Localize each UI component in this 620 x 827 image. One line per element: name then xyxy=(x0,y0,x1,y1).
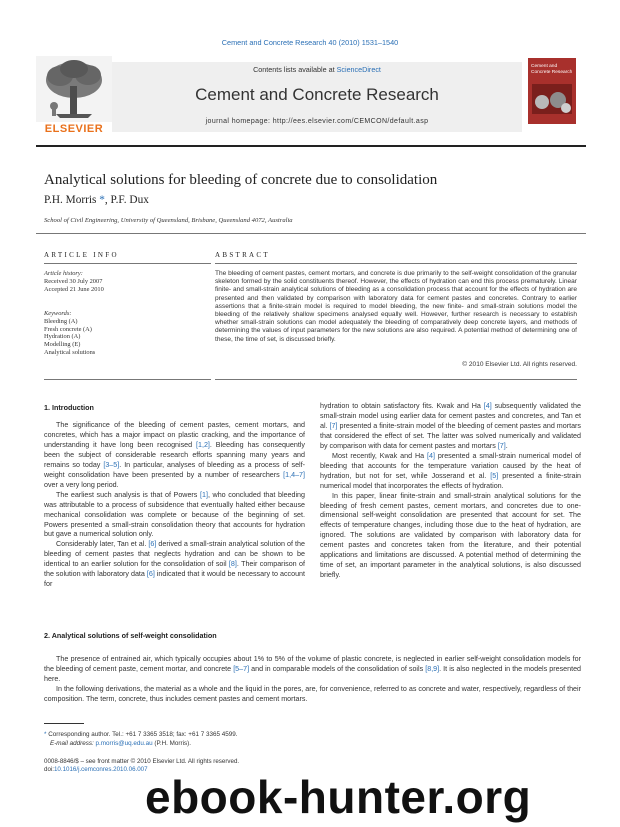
footnote-rule xyxy=(44,723,84,724)
footnote-mark: * xyxy=(44,731,47,738)
author-1: P.H. Morris xyxy=(44,194,100,206)
abstract-text: The bleeding of cement pastes, cement mortars, and concrete is due primarily to the self-weight consolidation of the granular skeleton formed by the solid constituents thereof. However, the effects of hydration can end this process prematurely. Linear finite- and small-strain analytical solutions of bleeding as a consolidation process that account for the effects of hydration are presented and then validated by comparison with laboratory data for cement pastes and concretes. Contrary to earlier assertions that a finite-strain model is required to model bleeding, the new finite- and small-strain solutions model the bleeding of the relatively shallow specimens analysed equally well. However, further research is necessary to establish whether small-strain solutions can model adequately the bleeding of comparatively deep concrete layers, and methods of determining the values of input parameters for the new solutions are also required. A potential method of determining one of these, the time of set, is discussed briefly. xyxy=(215,270,577,343)
paragraph xyxy=(44,540,305,590)
doi-label: doi: xyxy=(44,766,54,774)
text-run: subsequently validated the small-strain model using earlier data for cement pastes and concretes, and Tan et al. xyxy=(320,402,581,430)
divider xyxy=(215,379,577,380)
publisher-logo xyxy=(36,56,112,138)
text-run: . Their comparison of the solution with laboratory data xyxy=(44,560,305,579)
citation-link[interactable]: [5–7] xyxy=(233,664,250,673)
citation-link[interactable]: [1,2] xyxy=(196,440,210,449)
text-run: The presence of entrained air, which typically occupies about 1% to 5% of the volume of plastic concrete, is neglected in earlier self-weight consolidation models for the bleeding of cement paste, cement mortar, and concrete xyxy=(44,655,581,673)
corresponding-author-note xyxy=(44,731,238,740)
text-run: and in comparable models of the consolidation of soils xyxy=(249,664,426,673)
keywords-label: Keywords: xyxy=(44,310,72,317)
citation-link[interactable]: [7] xyxy=(329,421,338,430)
section-2-body xyxy=(44,655,581,705)
body-column-right xyxy=(320,402,581,581)
doi-link[interactable]: 10.1016/j.cemconres.2010.06.007 xyxy=(53,766,148,774)
author-2: , P.F. Dux xyxy=(104,194,149,206)
citation-link[interactable]: [7] xyxy=(497,441,506,450)
received-date: Received 30 July 2007 xyxy=(44,277,103,285)
footnote xyxy=(44,731,238,748)
journal-title: Cement and Concrete Research xyxy=(195,85,439,104)
contents-prefix: Contents lists available at xyxy=(253,65,337,74)
paragraph xyxy=(44,491,305,541)
paragraph xyxy=(320,452,581,492)
history-label: Article history: xyxy=(44,270,83,277)
citation-link[interactable]: [6] xyxy=(146,570,155,579)
issn-line: 0008-8846/$ – see front matter © 2010 Elsevier Ltd. All rights reserved. xyxy=(44,758,240,765)
text-run: Most recently, Kwak and Ha xyxy=(332,451,427,460)
text-run: . In particular, analyses of bleeding as a process of self-weight consolidation have been presented by a number of researchers xyxy=(44,460,305,479)
divider xyxy=(36,233,586,234)
text-run: , who concluded that bleeding was attributable to a process of subsidence that eventually halted either because mechanical consolidation was complete or because of the beginning of set. Powers presented a small-strain consolidation theory that accounts for hydration but gave a numerical solution only. xyxy=(44,490,305,539)
citation-link[interactable]: [6] xyxy=(148,540,157,549)
text-run: hydration to obtain satisfactory fits. Kwak and Ha xyxy=(320,402,484,410)
citation-link[interactable]: [1,4–7] xyxy=(283,470,305,479)
divider xyxy=(215,263,577,264)
keyword-item: Bleeding (A) xyxy=(44,317,78,325)
text-run: . Bleeding has consequently been the subject of considerable research efforts spanning many years and remains so today xyxy=(44,440,305,469)
contents-line xyxy=(112,65,522,74)
journal-homepage[interactable]: journal homepage: http://ees.elsevier.com/CEMCON/default.asp xyxy=(205,118,429,125)
text-run: derived a small-strain analytical solution of the bleeding of cement pastes that neglects hydration and can be shown to be identical to an earlier solution for the consolidation of soil xyxy=(44,540,305,569)
abstract-copyright: © 2010 Elsevier Ltd. All rights reserved. xyxy=(462,361,577,368)
watermark: ebook-hunter.org xyxy=(145,771,532,823)
author-list xyxy=(44,194,149,206)
text-run: over a very long period. xyxy=(44,480,119,489)
keyword-item: Modelling (E) xyxy=(44,341,81,349)
text-run: Considerably later, Tan et al. xyxy=(56,540,149,549)
section-heading-analytical-solutions: 2. Analytical solutions of self-weight consolidation xyxy=(44,631,217,640)
article-title: Analytical solutions for bleeding of concrete due to consolidation xyxy=(44,172,438,188)
email-label: E-mail address: xyxy=(50,739,96,747)
article-info-heading: ARTICLE INFO xyxy=(44,251,119,259)
abstract-heading: ABSTRACT xyxy=(215,251,270,259)
citation-link[interactable]: [1] xyxy=(200,490,208,499)
paragraph xyxy=(320,402,581,452)
citation-link[interactable]: [8] xyxy=(228,560,237,569)
text-run: presented a small-strain numerical model of bleeding that accounts for the temperature variation caused by the heat of hydration, but not for set, while Josserand et al. xyxy=(320,451,581,480)
text-run: presented a finite-strain model of the bleeding of cement pastes and mortars that considered the effect of set. The latter was solved numerically and validated by comparison with data for cement pastes and mortars xyxy=(320,421,581,450)
sciencedirect-link[interactable]: ScienceDirect xyxy=(336,65,381,74)
citation-link[interactable]: [4] xyxy=(426,451,435,460)
keyword-item: Analytical solutions xyxy=(44,348,96,356)
cover-title: Cement and Concrete Research xyxy=(531,64,573,75)
article-history xyxy=(44,270,104,293)
divider xyxy=(44,379,211,380)
text-run: (P.H. Morris). xyxy=(152,739,192,747)
publisher-wordmark: ELSEVIER xyxy=(44,123,104,135)
text-run: . It is also neglected in the models presented here. xyxy=(44,664,582,683)
text-run: indicated that it would be necessary to account for xyxy=(44,570,306,589)
affiliation: School of Civil Engineering, University of Queensland, Brisbane, Queensland 4072, Australia xyxy=(44,217,293,224)
paragraph: In the following derivations, the material as a whole and the liquid in the pores, are, for convenience, referred to as concrete and water, respectively, regardless of their composition. The term, concrete, thus includes cement pastes and cement mortars. xyxy=(44,684,581,703)
corresponding-author-mark[interactable]: * xyxy=(99,194,105,206)
citation-link[interactable]: [8,9] xyxy=(425,664,440,673)
journal-citation-link[interactable]: Cement and Concrete Research 40 (2010) 1531–1540 xyxy=(221,38,399,47)
citation-link[interactable]: [4] xyxy=(483,402,492,410)
text-run: The significance of the bleeding of cement pastes, cement mortars, and concretes, which has a major impact on plastic cracking, and the importance of understanding it have long been recognised xyxy=(44,421,305,449)
paragraph: In this paper, linear finite-strain and small-strain analytical solutions for the bleeding of fresh cement pastes, cement mortars, and concretes due to one-dimensional self-weight consolidation are presented that account for set. The effects of temperature changes, including those due to the heat of hydration, are ignored. The solutions are validated by comparison with laboratory data for cement pastes and concretes taken from the literature, and their potential applications and limitations are discussed. A potential method of determining the time of set, an important parameter in the analytical solutions, is also discussed briefly. xyxy=(320,491,581,580)
citation-link[interactable]: [3–5] xyxy=(103,460,120,469)
keyword-item: Fresh concrete (A) xyxy=(44,325,92,333)
email-line xyxy=(44,740,238,749)
section-heading-introduction: 1. Introduction xyxy=(44,403,94,412)
text-run: Corresponding author. Tel.: +61 7 3365 3518; fax: +61 7 3365 4599. xyxy=(46,731,238,738)
paragraph xyxy=(44,421,305,491)
keyword-item: Hydration (A) xyxy=(44,333,81,341)
header-rule xyxy=(36,145,586,147)
text-run: . xyxy=(505,441,508,450)
accepted-date: Accepted 21 June 2010 xyxy=(44,285,104,293)
citation-link[interactable]: [5] xyxy=(490,471,499,480)
text-run: presented a finite-strain numerical model that incorporates the effects of hydration. xyxy=(320,471,581,490)
text-run: The earliest such analysis is that of Powers xyxy=(56,490,200,499)
paragraph xyxy=(44,655,581,685)
body-column-left xyxy=(44,421,305,590)
keywords xyxy=(44,310,95,357)
divider xyxy=(44,263,211,264)
email-link[interactable]: p.morris@uq.edu.au xyxy=(95,739,153,747)
